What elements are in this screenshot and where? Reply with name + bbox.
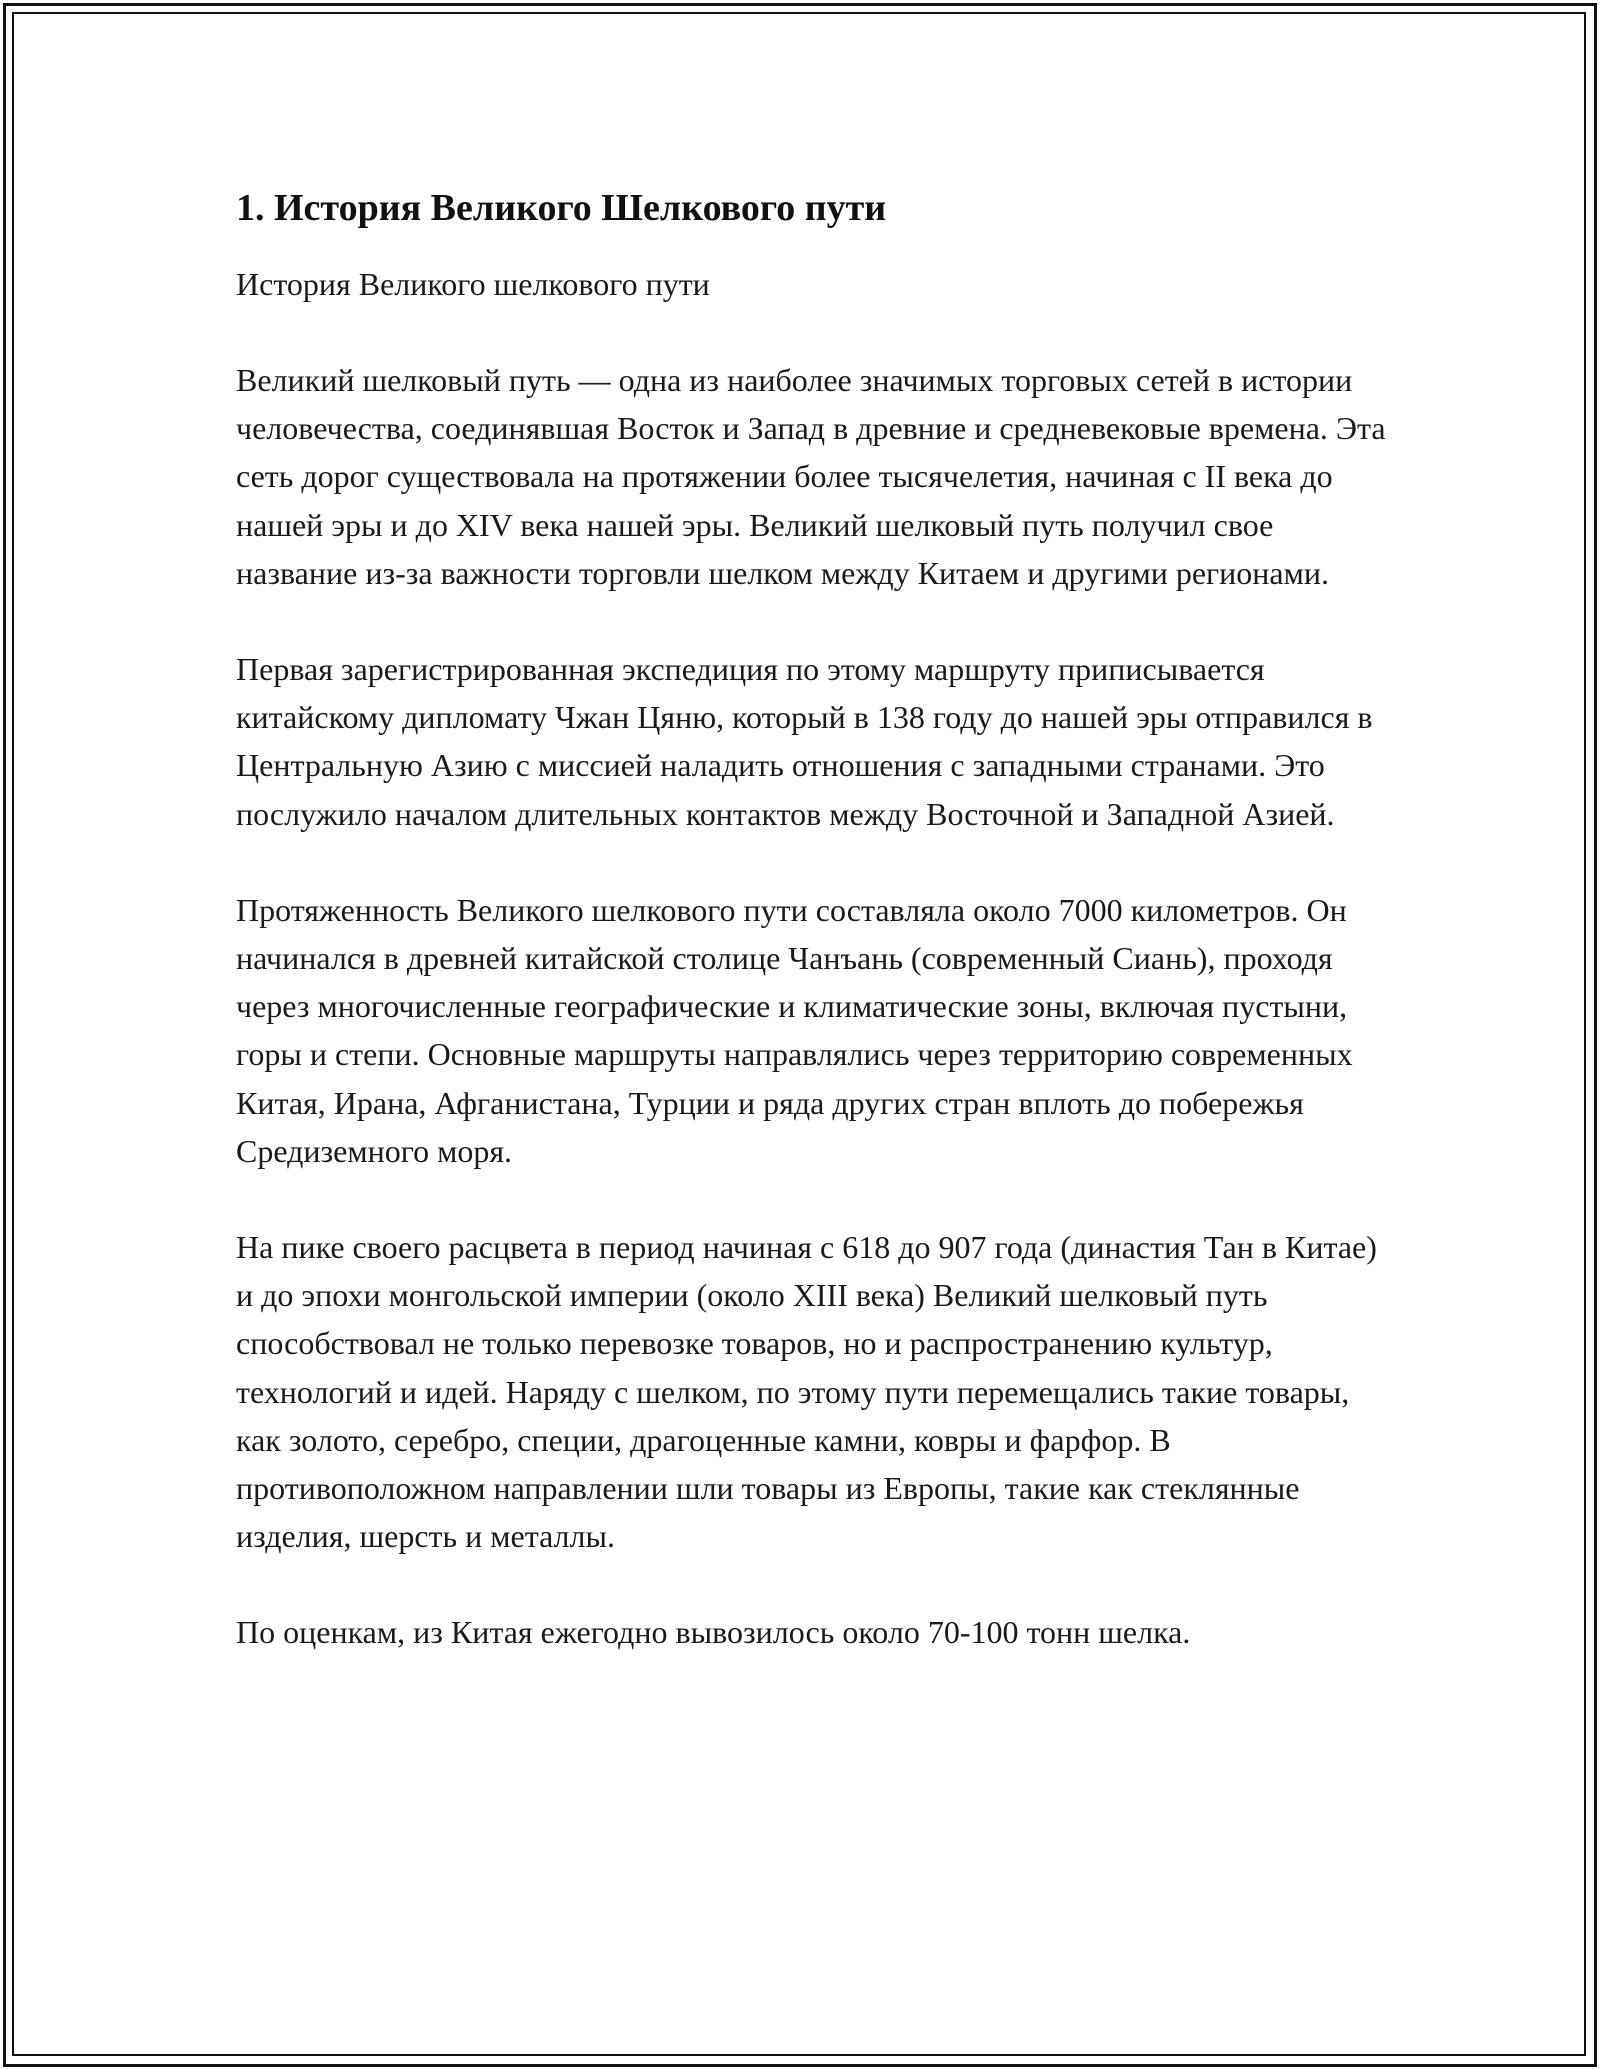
document-page [236, 186, 1386, 1705]
paragraph-2: Первая зарегистрированная экспедиция по этому маршруту приписывается китайскому дипломату Чжан Цяню, который в 138 году до нашей эры отправился в Центральную Азию с миссией наладить отношения с западными странами. Это послужило началом длительных контактов между Восточной и Западной Азией. [236, 651, 1373, 832]
paragraph-4: На пике своего расцвета в период начиная с 618 до 907 года (династия Тан в Китае) и до эпохи монгольской империи (около XIII века) Великий шелковый путь способствовал не только перевозке товаров, но и распространению культур, технологий и идей. Наряду с шелком, по этому пути перемещались такие товары, как золото, серебро, специи, драгоценные камни, ковры и фарфор. В противоположном направлении шли товары из Европы, такие как стеклянные изделия, шерсть и металлы. [236, 1229, 1377, 1555]
paragraph-5: По оценкам, из Китая ежегодно вывозилось около 70-100 тонн шелка. [236, 1614, 1191, 1651]
paragraph-1: Великий шелковый путь — одна из наиболее значимых торговых сетей в истории человечества, соединявшая Восток и Запад в древние и средневековые времена. Эта сеть дорог существовала на протяжении более тысячелетия, начиная с II века до нашей эры и до XIV века нашей эры. Великий шелковый путь получил свое название из-за важности торговли шелком между Китаем и другими регионами. [236, 362, 1386, 591]
paragraph-3: Протяженность Великого шелкового пути составляла около 7000 километров. Он начинался в древней китайской столице Чанъань (современный Сиань), проходя через многочисленные географические и климатические зоны, включая пустыни, горы и степи. Основные маршруты направлялись через территорию современных Китая, Ирана, Афганистана, Турции и ряда других стран вплоть до побережья Средиземного моря. [236, 891, 1353, 1169]
document-subtitle: История Великого шелкового пути [236, 266, 710, 302]
document-heading: 1. История Великого Шелкового пути [236, 187, 887, 229]
